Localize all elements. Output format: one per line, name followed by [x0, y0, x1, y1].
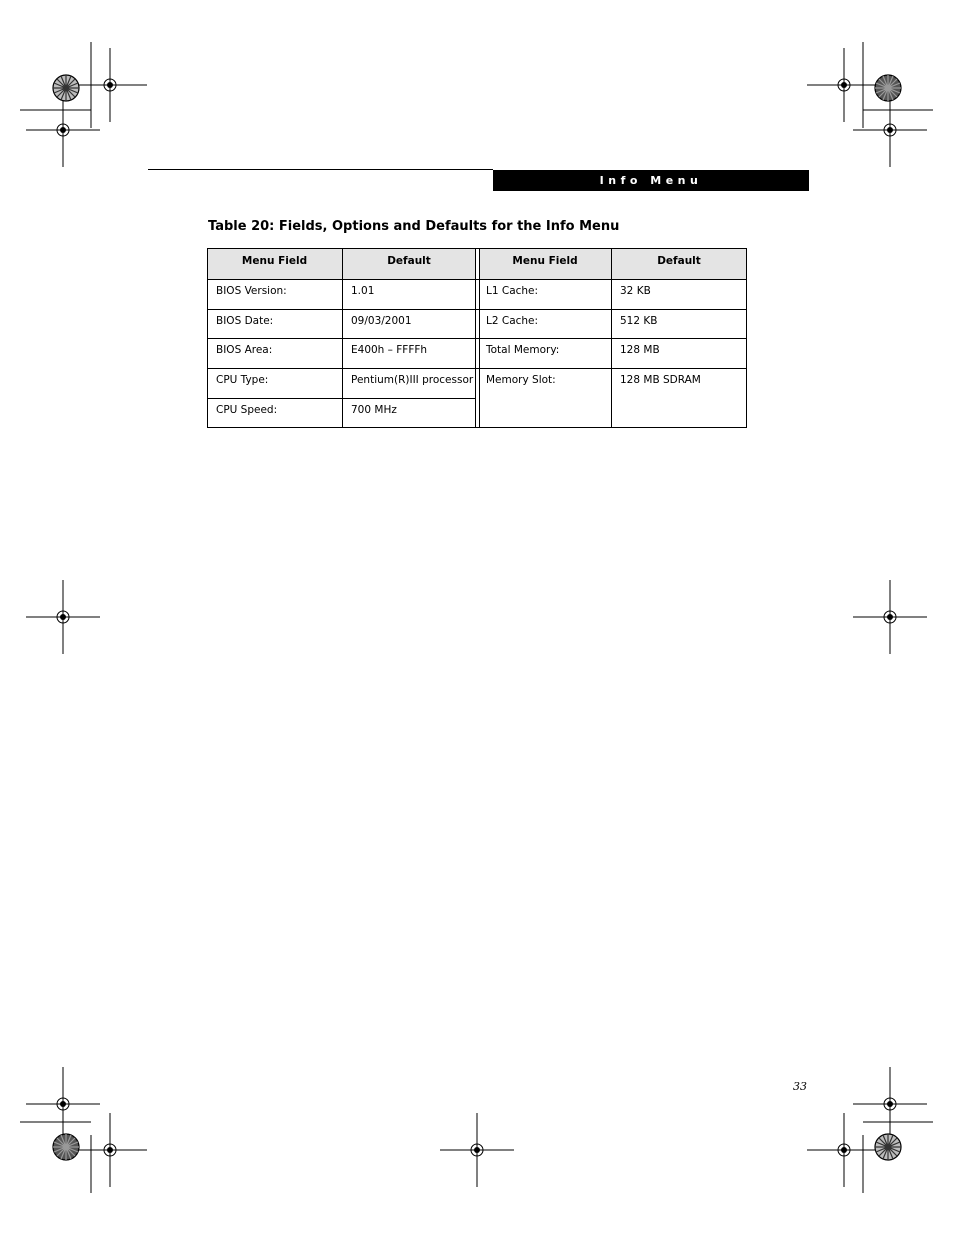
table-cell: E400h – FFFFh [351, 344, 428, 356]
column-header-menu-field-right: Menu Field [479, 248, 611, 279]
table-border [207, 338, 747, 339]
table-border [342, 248, 343, 428]
table-border [746, 248, 747, 428]
table-title: Table 20: Fields, Options and Defaults for the Info Menu [208, 219, 620, 234]
table-cell: 32 KB [620, 285, 651, 297]
table-cell: 128 MB [620, 344, 660, 356]
table-cell: 700 MHz [351, 404, 397, 416]
header-rule [148, 169, 493, 170]
starburst-icon [875, 75, 901, 101]
column-header-default-left: Default [342, 248, 476, 279]
section-header-bar: Info Menu [493, 170, 809, 191]
column-header-menu-field-left: Menu Field [207, 248, 342, 279]
table-border [207, 309, 747, 310]
table-cell: 512 KB [620, 315, 658, 327]
table-cell: 128 MB SDRAM [620, 374, 701, 386]
table-border [479, 248, 480, 428]
table-cell: 09/03/2001 [351, 315, 412, 327]
table-border [475, 248, 476, 428]
column-header-default-right: Default [611, 248, 747, 279]
table-border [207, 248, 747, 249]
table-border [207, 368, 747, 369]
table-cell: 1.01 [351, 285, 375, 297]
starburst-icon [53, 1134, 79, 1160]
table-cell: BIOS Area: [216, 344, 273, 356]
table-cell: L1 Cache: [486, 285, 539, 297]
table-cell: BIOS Date: [216, 315, 274, 327]
table-border [207, 279, 747, 280]
table-border [207, 248, 208, 428]
table-cell: Memory Slot: [486, 374, 556, 386]
table-cell: Total Memory: [486, 344, 560, 356]
info-menu-table [207, 248, 747, 428]
table-cell: CPU Type: [216, 374, 269, 386]
table-cell: BIOS Version: [216, 285, 287, 297]
table-cell: Pentium(R)III processor [351, 374, 474, 386]
table-border [207, 427, 747, 428]
starburst-icon [875, 1134, 901, 1160]
table-cell: L2 Cache: [486, 315, 539, 327]
table-cell: CPU Speed: [216, 404, 278, 416]
table-border [611, 248, 612, 428]
page-number: 33 [793, 1080, 807, 1093]
starburst-icon [53, 75, 79, 101]
